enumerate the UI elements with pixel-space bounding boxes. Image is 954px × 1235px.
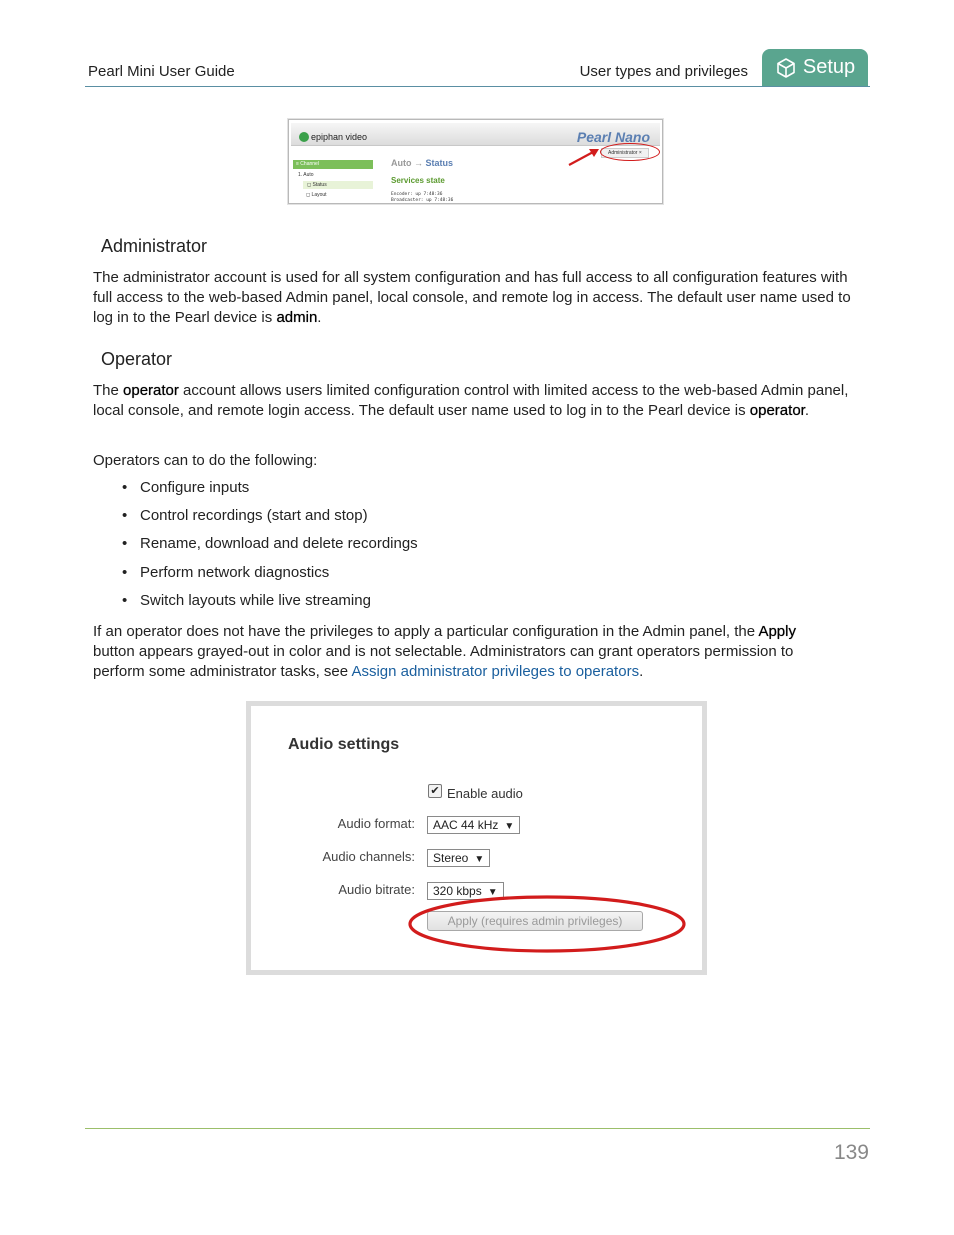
apply-bold: Apply [758,623,796,640]
sidebar-item-auto: 1. Auto [298,172,314,178]
list-item-text: Control recordings (start and stop) [140,507,368,525]
status-line: Broadcaster: up 7:48:36 [391,198,454,203]
list-item: • Perform network diagnostics [122,563,330,581]
sidebar-item-layout: ◻ Layout [306,192,327,198]
operator-heading: Operator [101,349,173,369]
list-item-text: Perform network diagnostics [140,563,330,581]
setup-tab [762,49,868,86]
status-line: Encoder: up 7:48:36 [391,192,443,197]
list-item: • Switch layouts while live streaming [122,591,371,609]
enable-audio-label: Enable audio [447,786,523,801]
administrator-heading: Administrator [101,236,208,256]
user-badge: Administrator × [601,148,649,158]
apply-text: If an operator does not have the privileges to apply a particular configuration in the Admin panel, the [93,623,759,640]
red-arrow-icon [567,145,601,167]
breadcrumb-current: Status [425,158,454,168]
header-divider [85,86,870,87]
highlight-circle [600,143,660,161]
audio-channels-value: Stereo [433,851,469,865]
operator-bold: operator [123,382,179,399]
section-title: User types and privileges [579,63,748,80]
services-heading: Services state [391,176,445,185]
dropdown-arrow-icon: ▼ [504,821,515,832]
audio-format-select[interactable] [427,816,520,834]
operator-text: account allows users limited configuration control with limited access to the web-based Admin panel, local console, and remote login access. The default user name used to log in to the Pearl device is [93,382,849,419]
audio-settings-title: Audio settings [288,736,400,753]
footer-divider [85,1128,870,1129]
epiphan-logo-icon [299,132,309,142]
operator-paragraph [93,381,853,421]
sidebar-item-status: ◻ Status [303,181,373,189]
logo-text: epiphan video [311,132,368,142]
administrator-paragraph [93,268,853,328]
dropdown-arrow-icon: ▼ [474,854,485,865]
sidebar-channel-header: ≡ Channel [293,160,373,169]
highlight-ellipse [407,893,689,955]
product-name: Pearl Nano [576,129,650,145]
list-item-text: Rename, download and delete recordings [140,535,418,553]
apply-paragraph [93,622,823,682]
list-item-text: Switch layouts while live streaming [140,591,371,609]
apply-text-end: . [639,663,644,680]
setup-tab-label: Setup [802,56,856,78]
enable-audio-checkbox[interactable]: ✔ [428,784,442,798]
operator-username: operator [749,402,805,419]
list-item: • Control recordings (start and stop) [122,507,368,525]
audio-bitrate-label: Audio bitrate: [338,882,415,897]
administrator-text-end: . [317,309,322,326]
doc-title: Pearl Mini User Guide [88,63,235,80]
assign-privileges-link[interactable]: Assign administrator privileges to operators [351,663,640,680]
apply-button-disabled[interactable]: Apply (requires admin privileges) [427,911,643,931]
audio-format-label: Audio format: [337,816,415,831]
cube-icon [775,57,797,79]
admin-panel-titlebar [291,123,660,146]
breadcrumb [391,158,453,168]
audio-bitrate-value: 320 kbps [433,884,482,898]
audio-settings-screenshot [246,701,707,975]
operator-capabilities-list [122,478,418,619]
admin-panel-screenshot [288,119,663,204]
operator-text-end: . [804,402,809,419]
admin-username: admin [276,309,318,326]
operators-can-text: Operators can to do the following: [93,452,318,469]
audio-format-value: AAC 44 kHz [433,818,499,832]
dropdown-arrow-icon: ▼ [487,887,498,898]
list-item: • Rename, download and delete recordings [122,535,418,553]
audio-channels-select[interactable] [427,849,490,867]
list-item: • Configure inputs [122,479,250,496]
apply-text: button appears grayed-out in color and is not selectable. Administrators can grant operators permission to perform some administrator tasks, see [93,643,794,680]
breadcrumb-parent: Auto → [391,158,423,168]
administrator-text: The administrator account is used for all system configuration and has full access to all configuration features with full access to the web-based Admin panel, local console, and remote log in access. The default user name used to log in to the Pearl device is [93,269,851,326]
operator-text: The [93,382,124,399]
audio-channels-label: Audio channels: [322,849,415,864]
list-item-text: Configure inputs [140,479,250,496]
page-number: 139 [833,1141,869,1164]
